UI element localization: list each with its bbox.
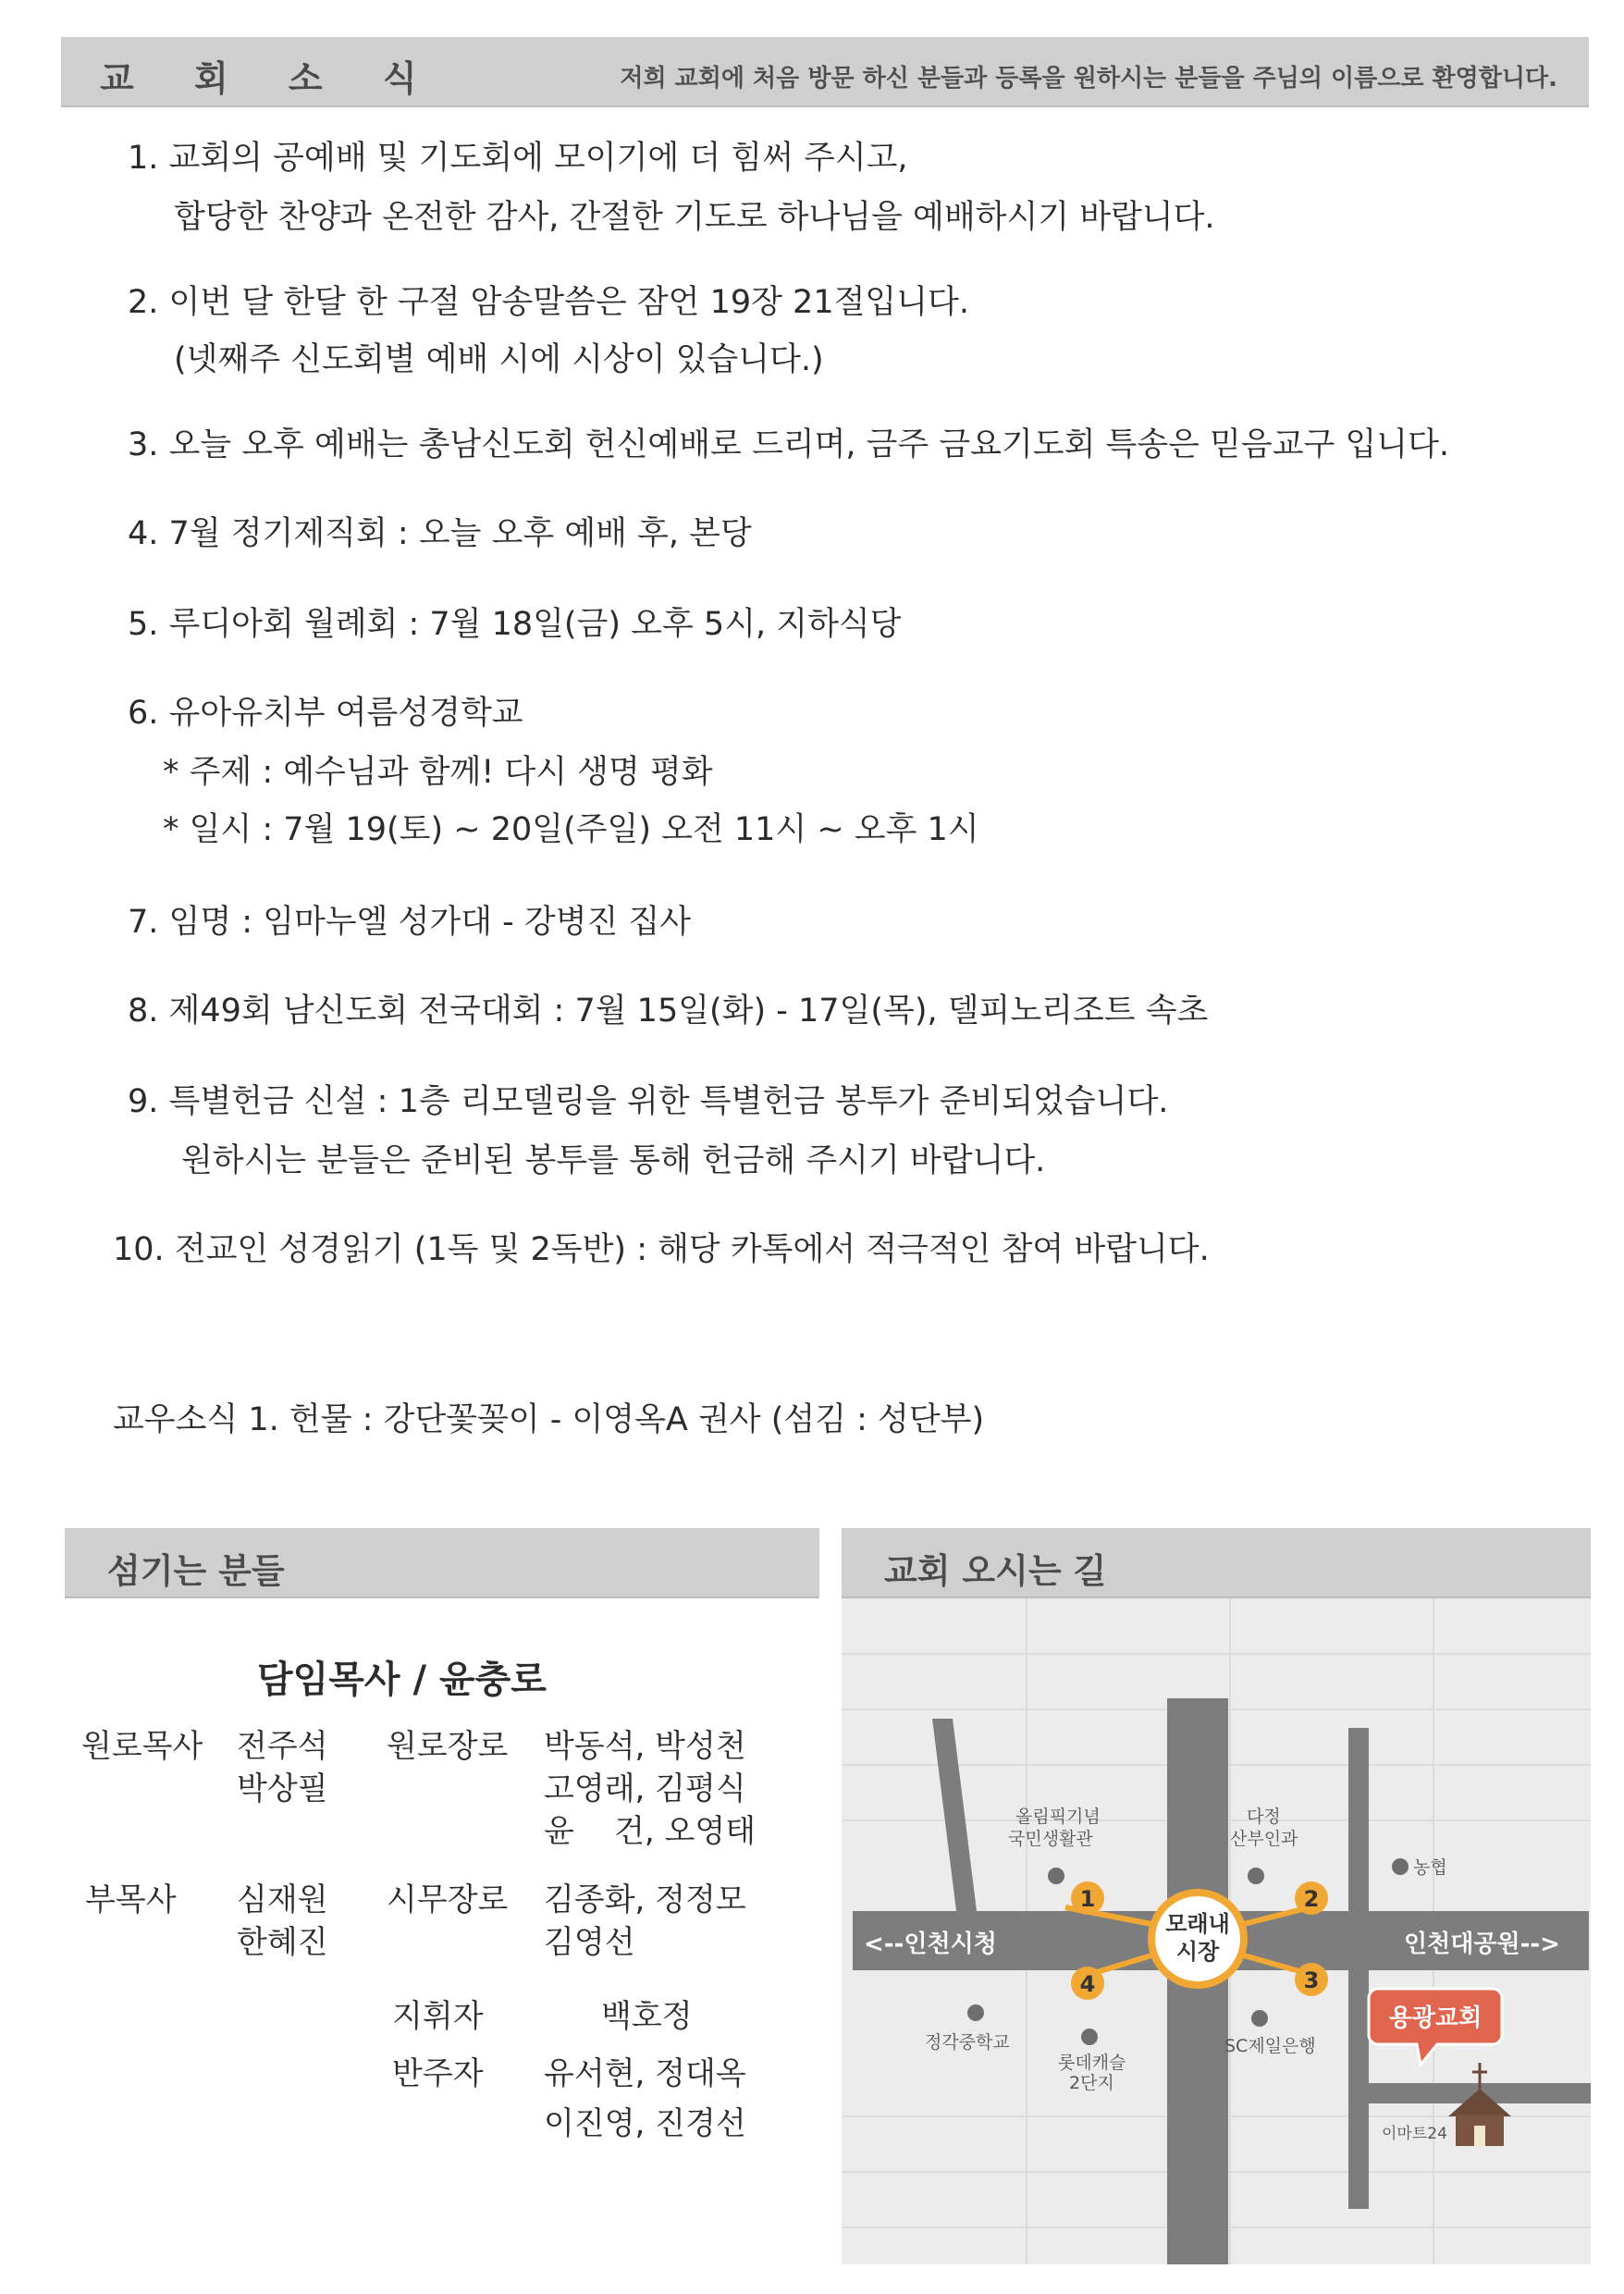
news-item-5: 5. 루디아회 월례회 : 7월 18일(금) 오후 5시, 지하식당 <box>128 606 902 643</box>
assoc-pastor-label: 부목사 <box>85 1881 177 1918</box>
news-item-text: 7월 정기제직회 : 오늘 오후 예배 후, 본당 <box>168 515 752 552</box>
assoc-pastor-name: 한혜진 <box>237 1924 328 1961</box>
news-item-4: 4. 7월 정기제직회 : 오늘 오후 예배 후, 본당 <box>128 515 752 552</box>
conductor-name: 백호정 <box>601 1998 693 2035</box>
assoc-pastor-name: 심재원 <box>237 1881 328 1918</box>
news-item-9: 9. 특별헌금 신설 : 1층 리모델링을 위한 특별헌금 봉투가 준비되었습니다. <box>128 1083 1169 1120</box>
directions-map <box>842 1598 1591 2264</box>
map-title: 교회 오시는 길 <box>884 1551 1107 1591</box>
news-item-text: 이번 달 한달 한 구절 암송말씀은 잠언 19장 21절입니다. <box>168 284 969 321</box>
news-item-1-line2: 합당한 찬양과 온전한 감사, 간절한 기도로 하나님을 예배하시기 바랍니다. <box>174 199 1215 236</box>
olympic-label: 올림픽기념 <box>1015 1807 1101 1827</box>
exit-3: 3 <box>1303 1967 1320 1993</box>
news-item-7: 7. 임명 : 임마누엘 성가대 - 강병진 집사 <box>128 904 692 941</box>
left-road-label: <--인천시청 <box>864 1930 997 1958</box>
news-item-text: 교회의 공예배 및 기도회에 모이기에 더 힘써 주시고, <box>168 140 908 177</box>
dajeong-label: 산부인과 <box>1230 1829 1298 1849</box>
news-item-6-schedule: * 일시 : 7월 19(토) ~ 20일(주일) 오전 11시 ~ 오후 1시 <box>163 811 979 848</box>
school-label: 정각중학교 <box>925 2032 1010 2053</box>
news-item-2-line2: (넷째주 신도회별 예배 시에 시상이 있습니다.) <box>174 341 824 378</box>
elder-names: 윤 건, 오영태 <box>544 1813 757 1850</box>
news-item-text: 임명 : 임마누엘 성가대 - 강병진 집사 <box>168 904 692 941</box>
elder-pastor-label: 원로목사 <box>81 1728 203 1765</box>
news-item-6-theme: * 주제 : 예수님과 함께! 다시 생명 평화 <box>163 754 713 791</box>
map-header-bar <box>842 1528 1591 1598</box>
member-news: 교우소식 1. 헌물 : 강단꽃꽂이 - 이영옥A 권사 (섬김 : 성단부) <box>113 1401 985 1438</box>
accompanist-names: 이진영, 진경선 <box>544 2105 746 2142</box>
news-item-10: 10. 전교인 성경읽기 (1독 및 2독반) : 해당 카톡에서 적극적인 참여 바랍니다. <box>113 1231 1210 1268</box>
diagonal-road <box>932 1719 980 1941</box>
news-item-9-line2: 원하시는 분들은 준비된 봉투를 통해 헌금해 주시기 바랍니다. <box>181 1142 1046 1179</box>
lotte-label: 롯데캐슬 <box>1058 2053 1126 2073</box>
elder-names: 박동석, 박성천 <box>544 1728 746 1765</box>
welcome-text: 저희 교회에 처음 방문 하신 분들과 등록을 원하시는 분들을 주님의 이름으로 환영합니다. <box>620 65 1557 92</box>
conductor-label: 지휘자 <box>392 1998 484 2035</box>
serve-title: 섬기는 분들 <box>107 1551 285 1591</box>
news-item-text: 제49회 남신도회 전국대회 : 7월 15일(화) - 17일(목), 델피노리조트 속초 <box>168 993 1209 1030</box>
olympic-label: 국민생활관 <box>1008 1829 1093 1849</box>
news-header-bar <box>61 37 1589 107</box>
active-elder-names: 김종화, 정정모 <box>544 1881 746 1918</box>
church-label: 용광교회 <box>1388 2004 1483 2032</box>
church-icon <box>1448 2063 1511 2146</box>
dajeong-label: 다정 <box>1247 1807 1281 1827</box>
exit-1: 1 <box>1079 1886 1096 1912</box>
news-item-6: 6. 유아유치부 여름성경학교 <box>128 695 523 732</box>
news-item-2: 2. 이번 달 한달 한 구절 암송말씀은 잠언 19장 21절입니다. <box>128 284 969 321</box>
map-drawing <box>842 1598 1591 2264</box>
news-item-1: 1. 교회의 공예배 및 기도회에 모이기에 더 힘써 주시고, <box>128 140 908 177</box>
elder-label: 원로장로 <box>387 1728 509 1765</box>
emart-label: 이마트24 <box>1382 2125 1447 2143</box>
news-item-text: 루디아회 월례회 : 7월 18일(금) 오후 5시, 지하식당 <box>168 606 902 643</box>
senior-pastor: 담임목사 / 윤충로 <box>257 1659 547 1701</box>
market-label: 시장 <box>1175 1939 1220 1965</box>
news-item-text: 전교인 성경읽기 (1독 및 2독반) : 해당 카톡에서 적극적인 참여 바랍니다. <box>174 1231 1210 1268</box>
news-item-text: 특별헌금 신설 : 1층 리모델링을 위한 특별헌금 봉투가 준비되었습니다. <box>168 1083 1169 1120</box>
accompanist-names: 유서현, 정대옥 <box>544 2055 746 2092</box>
nonghyup-label: 농협 <box>1413 1857 1447 1878</box>
elder-pastor-name: 박상필 <box>237 1770 328 1807</box>
accompanist-label: 반주자 <box>392 2055 484 2092</box>
side-road <box>1348 1728 1369 2209</box>
news-item-text: 오늘 오후 예배는 총남신도회 헌신예배로 드리며, 금주 금요기도회 특송은 믿음교구 입니다. <box>168 426 1450 463</box>
news-item-8: 8. 제49회 남신도회 전국대회 : 7월 15일(화) - 17일(목), 델피노리조트 속초 <box>128 993 1209 1030</box>
news-title: 교 회 소 식 <box>100 58 441 99</box>
lotte-label: 2단지 <box>1069 2073 1114 2093</box>
active-elder-label: 시무장로 <box>387 1881 509 1918</box>
exit-4: 4 <box>1079 1971 1096 1997</box>
news-item-text: 유아유치부 여름성경학교 <box>168 695 523 732</box>
market-label: 모래내 <box>1165 1911 1230 1937</box>
right-road-label: 인천대공원--> <box>1404 1930 1560 1958</box>
elder-names: 고영래, 김평식 <box>544 1770 746 1807</box>
news-item-3: 3. 오늘 오후 예배는 총남신도회 헌신예배로 드리며, 금주 금요기도회 특송은 믿음교구 입니다. <box>128 426 1450 463</box>
elder-pastor-name: 전주석 <box>237 1728 328 1765</box>
sc-bank-label: SC제일은행 <box>1224 2036 1316 2056</box>
active-elder-names: 김영선 <box>544 1924 635 1961</box>
serve-header-bar <box>65 1528 819 1598</box>
exit-2: 2 <box>1303 1886 1320 1912</box>
